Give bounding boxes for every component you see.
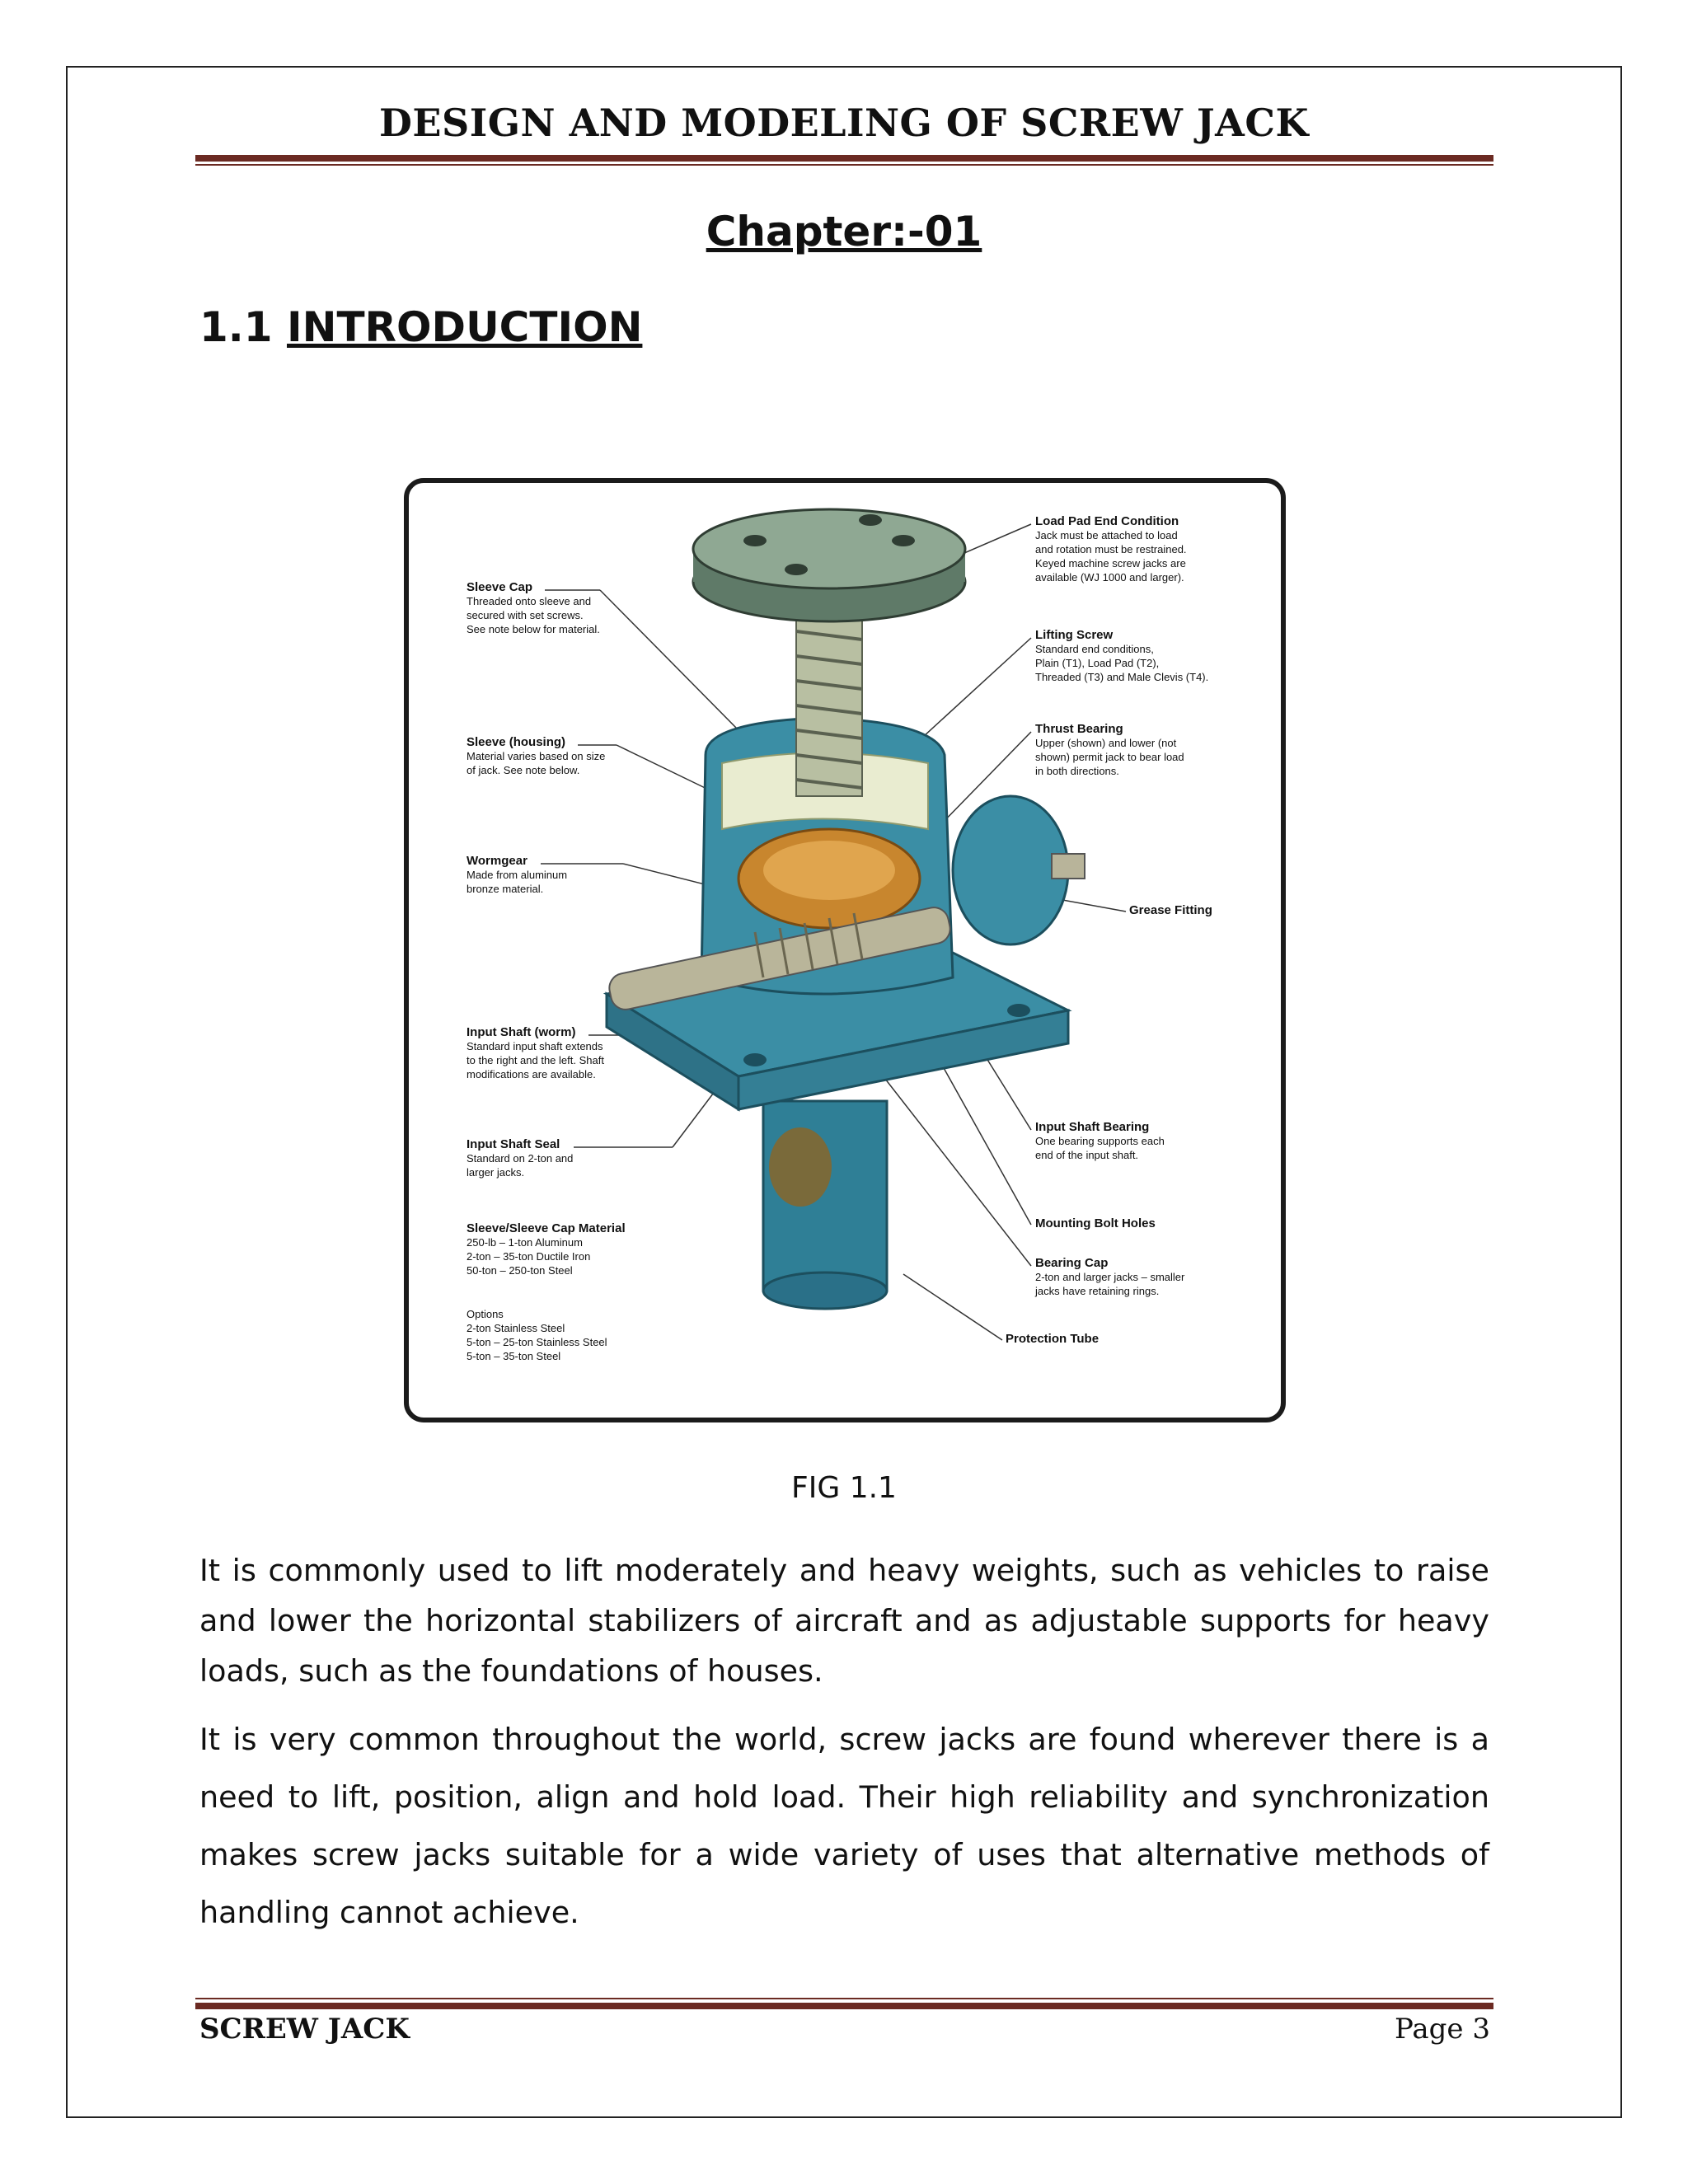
label-bearing-cap: Bearing Cap 2-ton and larger jacks – smaller jacks have retaining rings. [1035,1256,1185,1297]
header-rule-thin [195,164,1493,166]
label-input-shaft-worm: Input Shaft (worm) Standard input shaft extends to the right and the left. Shaft modifications are available. [467,1025,604,1080]
label-thrust-bearing: Thrust Bearing Upper (shown) and lower (not shown) permit jack to bear load in both directions. [1035,722,1184,777]
label-sleeve-housing: Sleeve (housing) Material varies based on size of jack. See note below. [467,735,606,776]
footer-title: SCREW JACK [199,2013,410,2046]
label-input-shaft-bearing: Input Shaft Bearing One bearing supports each end of the input shaft. [1035,1120,1165,1161]
footer-rule [195,2003,1493,2009]
paragraph: It is very common throughout the world, screw jacks are found wherever there is a need to lift, position, align and hold load. Their high reliability and synchronization makes screw jacks suitable for a wide variety of uses that alternative methods of handling cannot achieve. [199,1722,1489,1930]
label-sleeve-material: Sleeve/Sleeve Cap Material 250-lb – 1-ton Aluminum 2-ton – 35-ton Ductile Iron 50-ton – 250-ton Steel [467,1221,626,1277]
footer-rule-thin [195,1998,1493,1999]
label-material-options: Options 2-ton Stainless Steel 5-ton – 25-ton Stainless Steel 5-ton – 35-ton Steel [467,1308,607,1362]
label-sleeve-cap: Sleeve Cap Threaded onto sleeve and secured with set screws. See note below for material. [467,580,600,635]
section-heading [199,303,642,351]
chapter-title: Chapter:-01 [706,208,982,255]
label-load-pad-end-condition: Load Pad End Condition Jack must be attached to load and rotation must be restrained. Keyed machine screw jacks are available (WJ 1000 and larger). [1035,514,1187,583]
screw-jack-figure [404,478,1286,1422]
section-number: 1.1 [199,303,273,351]
label-grease-fitting: Grease Fitting [1129,903,1212,917]
paragraph: It is commonly used to lift moderately and heavy weights, such as vehicles to raise and lower the horizontal stabilizers of aircraft and as adjustable supports for heavy loads, such as the foundations of houses. [199,1553,1489,1689]
label-wormgear: Wormgear Made from aluminum bronze material. [467,854,568,895]
running-header: DESIGN AND MODELING OF SCREW JACK [379,101,1309,145]
label-mounting-bolt-holes: Mounting Bolt Holes [1035,1216,1156,1230]
label-input-shaft-seal: Input Shaft Seal Standard on 2-ton and larger jacks. [467,1137,574,1179]
page-number: Page 3 [1395,2013,1490,2046]
label-lifting-screw: Lifting Screw Standard end conditions, Plain (T1), Load Pad (T2), Threaded (T3) and Male Clevis (T4). [1035,628,1209,683]
label-protection-tube: Protection Tube [1006,1332,1100,1346]
figure-caption: FIG 1.1 [791,1471,897,1505]
section-title: INTRODUCTION [287,303,643,351]
header-rule [195,155,1493,162]
